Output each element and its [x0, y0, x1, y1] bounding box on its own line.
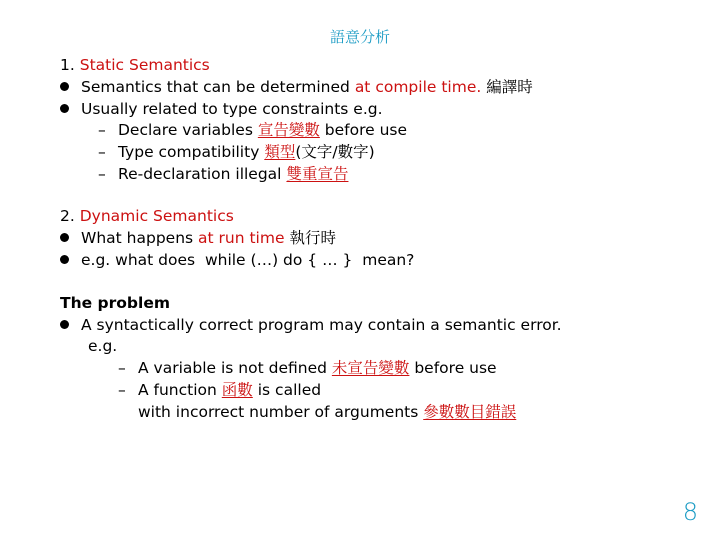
section1-sub-2	[98, 142, 375, 162]
section2-heading-line	[60, 206, 234, 226]
section2-bullet-1	[60, 228, 336, 248]
section1-bullet-2	[60, 99, 383, 119]
sub-text: Re-declaration illegal	[118, 165, 282, 183]
dash-icon: –	[118, 359, 126, 377]
highlight-text: at compile time.	[354, 78, 482, 96]
section3-eg: e.g.	[88, 337, 118, 355]
dash-icon: –	[98, 143, 106, 161]
section1-heading-line	[60, 55, 210, 75]
section3-sub-2	[118, 380, 321, 400]
sub-text: before use	[324, 121, 408, 139]
sub-text: Type compatibility	[118, 143, 260, 161]
sub-text: Declare variables	[118, 121, 253, 139]
page-number: 8	[682, 498, 698, 526]
section1-sub-3	[98, 164, 348, 184]
bullet-dot-icon	[60, 320, 69, 329]
sub-text: (文字/數字)	[295, 143, 375, 161]
bullet-text: e.g. what does while (…) do { … } mean?	[81, 251, 415, 269]
chinese-annotation: 類型	[264, 143, 296, 161]
section3-heading: The problem	[60, 294, 170, 312]
bullet-dot-icon	[60, 255, 69, 264]
bullet-dot-icon	[60, 82, 69, 91]
chinese-annotation: 雙重宣告	[286, 165, 349, 183]
bullet-text: Usually related to type constraints e.g.	[81, 100, 383, 118]
sub-text: with incorrect number of arguments	[138, 403, 419, 421]
chinese-annotation: 編譯時	[486, 78, 533, 96]
section2-heading: Dynamic Semantics	[79, 207, 234, 225]
sub-text: A variable is not defined	[138, 359, 327, 377]
section3-bullet-1	[60, 315, 562, 335]
section2-bullet-2	[60, 250, 414, 270]
section3-sub-2-cont	[138, 402, 516, 422]
section1-heading: Static Semantics	[79, 56, 210, 74]
chinese-annotation: 未宣告變數	[331, 359, 410, 377]
chinese-annotation: 函數	[221, 381, 253, 399]
section1-sub-1	[98, 120, 407, 140]
bullet-text: Semantics that can be determined	[81, 78, 350, 96]
bullet-dot-icon	[60, 104, 69, 113]
sub-text: A function	[138, 381, 217, 399]
dash-icon: –	[98, 121, 106, 139]
section1-number: 1.	[60, 56, 75, 74]
slide-title: 語意分析	[329, 28, 390, 46]
section3-sub-1	[118, 358, 497, 378]
chinese-annotation: 宣告變數	[257, 121, 320, 139]
bullet-text: A syntactically correct program may contain a semantic error.	[81, 316, 562, 334]
highlight-text: at run time	[198, 229, 285, 247]
sub-text: is called	[257, 381, 322, 399]
section2-number: 2.	[60, 207, 75, 225]
sub-text: before use	[414, 359, 497, 377]
chinese-annotation: 執行時	[289, 229, 336, 247]
bullet-text: What happens	[81, 229, 194, 247]
bullet-dot-icon	[60, 233, 69, 242]
chinese-annotation: 參數數目錯誤	[423, 403, 517, 421]
dash-icon: –	[118, 381, 126, 399]
section1-bullet-1	[60, 77, 533, 97]
dash-icon: –	[98, 165, 106, 183]
